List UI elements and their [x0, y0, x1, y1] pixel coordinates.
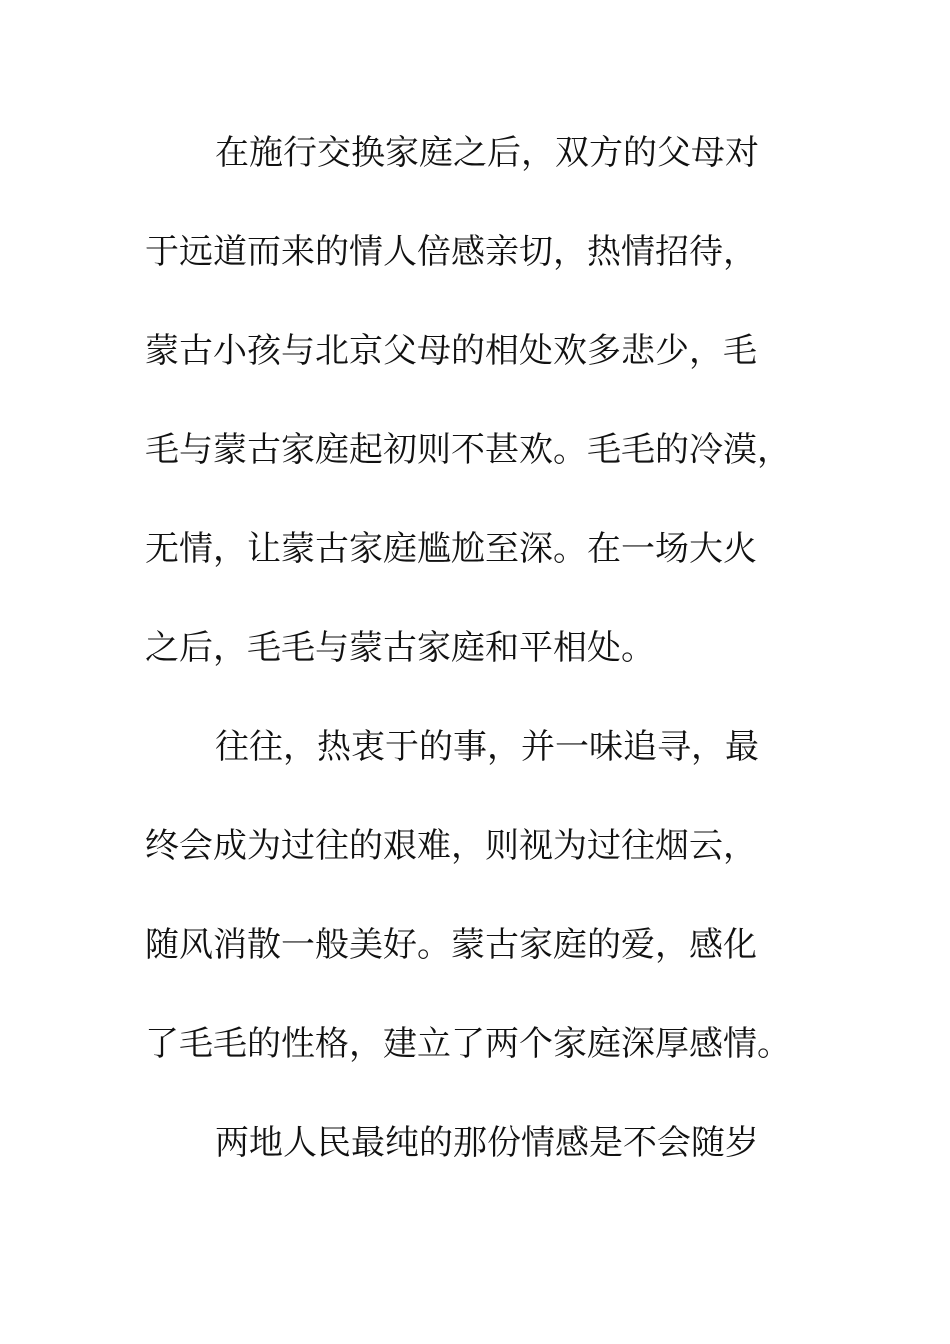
paragraph-2-line-2: 终会成为过往的艰难，则视为过往烟云， [145, 826, 757, 866]
paragraph-1-line-4: 毛与蒙古家庭起初则不甚欢。毛毛的冷漠， [145, 430, 791, 470]
paragraph-2-line-3: 随风消散一般美好。蒙古家庭的爱，感化 [145, 925, 757, 965]
paragraph-1-line-2: 于远道而来的情人倍感亲切，热情招待， [145, 232, 757, 272]
paragraph-2-line-4: 了毛毛的性格，建立了两个家庭深厚感情。 [145, 1024, 791, 1064]
paragraph-1-line-5: 无情，让蒙古家庭尴尬至深。在一场大火 [145, 529, 757, 569]
paragraph-2-line-1: 往往，热衷于的事，并一味追寻，最 [215, 727, 759, 767]
paragraph-1-line-6: 之后，毛毛与蒙古家庭和平相处。 [145, 628, 655, 668]
paragraph-3-line-1: 两地人民最纯的那份情感是不会随岁 [215, 1123, 759, 1163]
paragraph-1-line-3: 蒙古小孩与北京父母的相处欢多悲少，毛 [145, 331, 757, 371]
paragraph-1-line-1: 在施行交换家庭之后，双方的父母对 [215, 133, 759, 173]
